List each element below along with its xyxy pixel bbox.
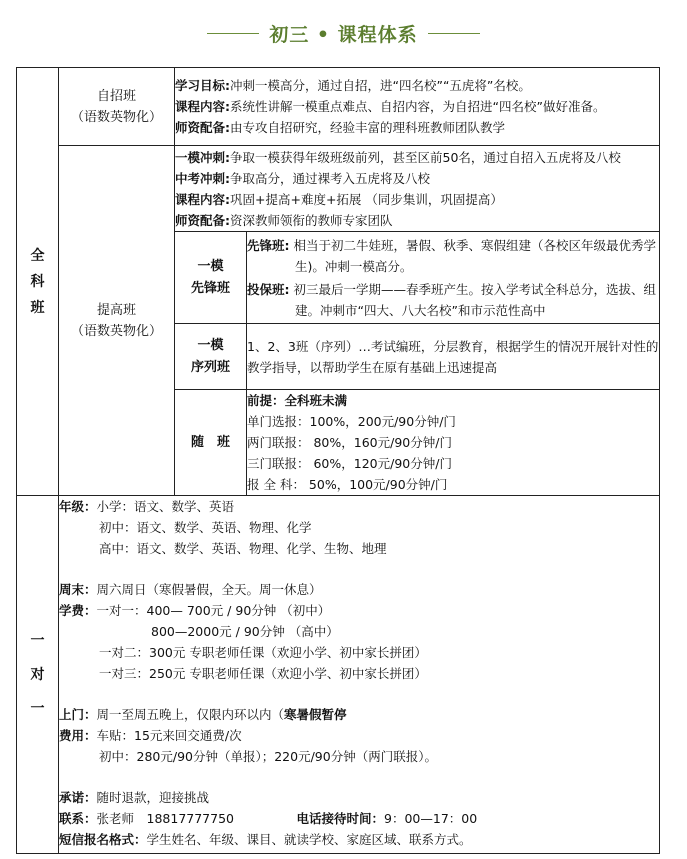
title-rule-left <box>207 33 259 34</box>
xianfeng-details: 先锋班: 相当于初二牛娃班，暑假、秋季、寒假组建（各校区年级最优秀学生)。冲刺一模高分。 投保班: 初三最后一学期——春季班产生。按入学考试全科总分，选拔、组建。冲刺市“四大、八大名校”和市示范性高中 <box>247 232 660 324</box>
zizhao-subjects: （语数英物化） <box>70 109 162 125</box>
tigao-name: 提高班 <box>96 302 136 318</box>
page-title: 初三 • 课程体系 <box>269 23 418 46</box>
tigao-label <box>59 146 175 496</box>
suiban-premise: 前提：全科班未满 <box>247 393 348 408</box>
title-rule-right <box>428 33 480 34</box>
price-row: 三门联报： 60%，120元/90分钟/门 <box>247 456 452 471</box>
zizhao-name: 自招班 <box>96 88 136 104</box>
xulie-details: 1、2、3班（序列）…考试编班，分层教育，根据学生的情况开展针对性的教学指导，以帮助学生在原有基础上迅速提高 <box>247 324 660 390</box>
yiduiyi-details: 年级：小学：语文、数学、英语 初中：语文、数学、英语、物理、化学 高中：语文、数学、英语、物理、化学、生物、地理 周末：周六周日（寒假暑假，全天。周一休息） 学费：一对一：400— 700元 / 90分钟 （初中） 800—2000元 / 90分钟 （高中） 一对二：300元 专职老师任课（欢迎小学、初中家长拼团） 一对三：250元 专职老师任课（欢迎小学、初中家长拼团） 上门：周一至周五晚上，仅限内环以内（寒暑假暂停 费用：车贴：15元来回交通费/次 初中：280元/90分钟（单报）；220元/90分钟（两门联报）。 承诺：随时退款，迎接挑战 联系：张老师 18817777750 电话接待时间：9：00—17：00 短信报名格式：学生姓名、年级、课目、就读学校、家庭区域、联系方式。 <box>59 496 660 854</box>
page-header <box>0 18 687 48</box>
xianfeng-label: 一模 先锋班 <box>175 232 247 324</box>
suiban-details <box>247 390 660 496</box>
zizhao-label <box>59 68 175 146</box>
xulie-label: 一模 序列班 <box>175 324 247 390</box>
price-row: 单门选报：100%，200元/90分钟/门 <box>247 414 456 429</box>
zizhao-details: 学习目标:冲刺一模高分，通过自招，进“四名校”“五虎将”名校。 课程内容:系统性讲解一模重点难点、自招内容，为自招进“四名校”做好准备。 师资配备:由专攻自招研究，经验丰富的理科班教师团队教学 <box>175 68 660 146</box>
price-row: 两门联报： 80%，160元/90分钟/门 <box>247 435 452 450</box>
course-table <box>16 67 660 854</box>
price-row: 报 全 科： 50%，100元/90分钟/门 <box>247 477 448 492</box>
tigao-subjects: （语数英物化） <box>70 323 162 339</box>
tigao-details: 一模冲刺:争取一模获得年级班级前列，甚至区前50名，通过自招入五虎将及八校 中考冲刺:争取高分，通过裸考入五虎将及八校 课程内容:巩固+提高+难度+拓展 （同步集训，巩固提高） 师资配备:资深教师领衔的教师专家团队 <box>175 146 660 232</box>
quanke-label: 全 科 班 <box>17 68 59 496</box>
yiduiyi-label: 一 对 一 <box>17 496 59 854</box>
suiban-label: 随 班 <box>175 390 247 496</box>
